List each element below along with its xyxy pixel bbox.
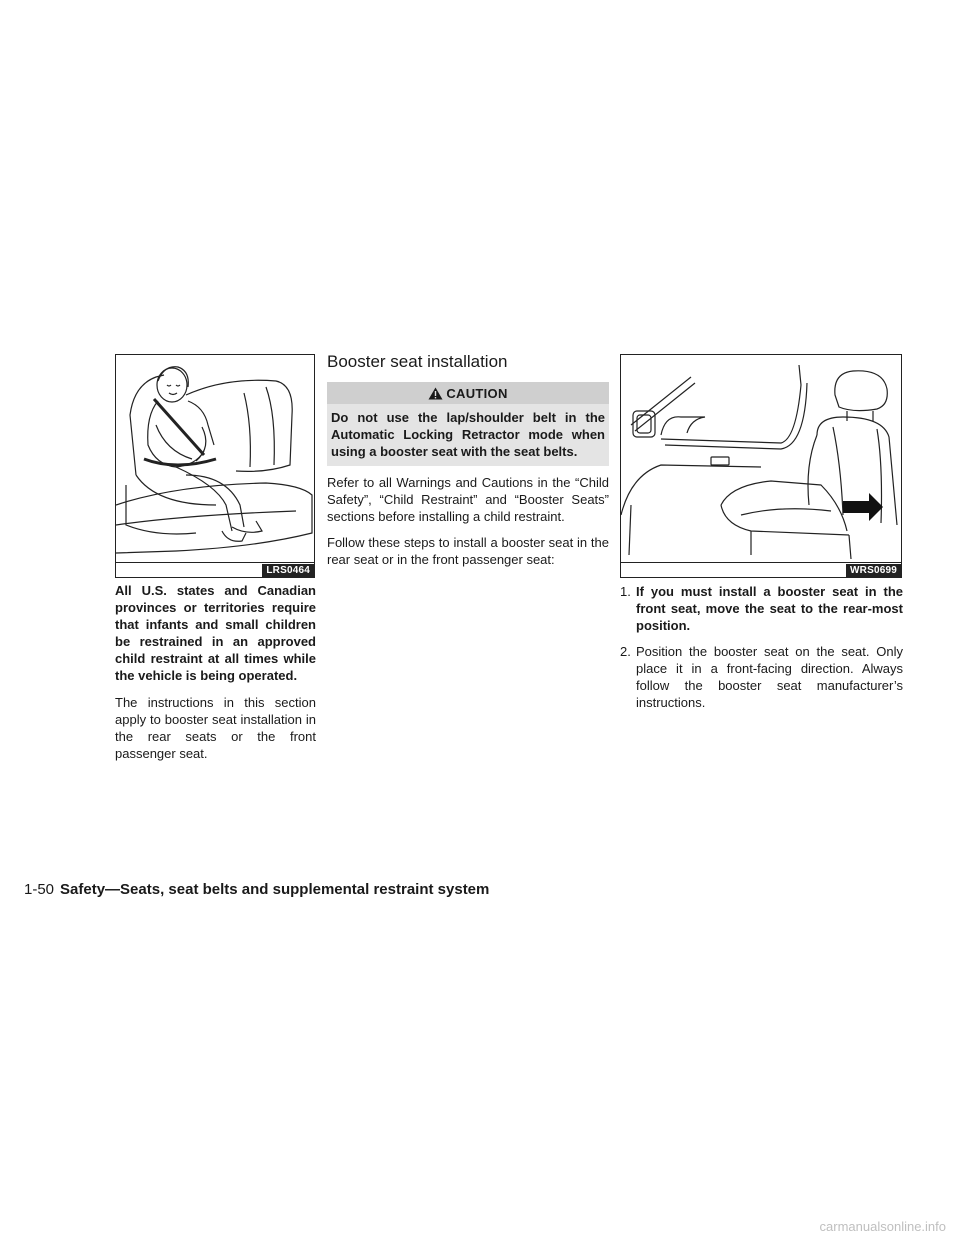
watermark bbox=[820, 1219, 946, 1234]
child-booster-seat-illustration bbox=[116, 355, 314, 563]
instructions-paragraph: The instructions in this section apply to booster seat installation in the rear seats or the front passenger seat. bbox=[115, 695, 316, 761]
front-seat-figure bbox=[620, 354, 902, 578]
step-number: 1. bbox=[620, 584, 631, 599]
step-number: 2. bbox=[620, 644, 631, 659]
figure-caption-bar bbox=[116, 562, 314, 577]
watermark-text: carmanualsonline.info bbox=[819, 1219, 946, 1234]
section-title: Safety—Seats, seat belts and supplemental restraint system bbox=[60, 881, 490, 898]
right-column bbox=[620, 583, 903, 711]
front-seat-illustration bbox=[621, 355, 901, 563]
step-2 bbox=[620, 643, 903, 711]
figure-label: LRS0464 bbox=[262, 564, 314, 577]
section-heading: Booster seat installation bbox=[327, 352, 508, 371]
refer-paragraph: Refer to all Warnings and Cautions in the “Child Safety”, “Child Restraint” and “Booster Seats” sections before installing a child restraint. bbox=[327, 475, 609, 524]
step-text: If you must install a booster seat in the front seat, move the seat to the rear-most position. bbox=[636, 584, 903, 633]
caution-box bbox=[327, 382, 609, 466]
caution-text: Do not use the lap/shoulder belt in the Automatic Locking Retractor mode when using a booster seat with the seat belts. bbox=[331, 410, 605, 459]
page-number: 1-50 bbox=[24, 881, 55, 898]
requirement-paragraph: All U.S. states and Canadian provinces or territories require that infants and small children be restrained in an approved child restraint at all times while the vehicle is being operated. bbox=[115, 583, 316, 683]
booster-seat-child-figure bbox=[115, 354, 315, 578]
step-1 bbox=[620, 583, 903, 634]
page-footer bbox=[24, 881, 724, 899]
step-text: Position the booster seat on the seat. Only place it in a front-facing direction. Always follow the booster seat manufacturer’s instructions. bbox=[636, 644, 903, 710]
arrow-right-icon bbox=[843, 493, 883, 521]
figure-label: WRS0699 bbox=[846, 564, 901, 577]
middle-column bbox=[327, 352, 609, 568]
left-column bbox=[115, 582, 316, 762]
caution-title-bar bbox=[327, 382, 609, 404]
follow-steps-paragraph: Follow these steps to install a booster seat in the rear seat or in the front passenger seat: bbox=[327, 535, 609, 567]
caution-title: CAUTION bbox=[446, 385, 508, 401]
warning-triangle-icon bbox=[428, 387, 443, 400]
figure-caption-bar bbox=[621, 562, 901, 577]
